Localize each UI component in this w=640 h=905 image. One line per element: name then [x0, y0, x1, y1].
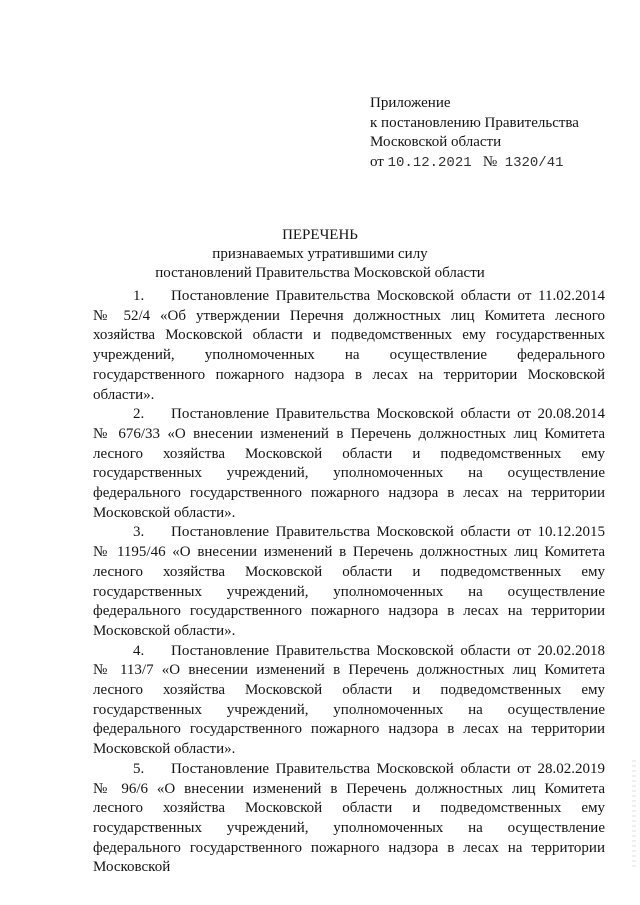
item-text: Постановление Правительства Московской области от 28.02.2019 № 96/6 «О внесении изменений в Перечень должностных лиц Комитета лесного хозяйства Московской области и подведомственных ему государственных учреждений, уполномоченных на осуществление федерального государственного пожарного надзора в лесах на территории Московской: [93, 760, 605, 876]
document-body: [93, 287, 605, 878]
item-number: 1.: [133, 288, 145, 304]
item-text: Постановление Правительства Московской области от 20.02.2018 № 113/7 «О внесении изменений в Перечень должностных лиц Комитета лесного хозяйства Московской области и подведомственных ему государственных учреждений, уполномоченных на осуществление федерального государственного пожарного надзора в лесах на территории Московской области».: [93, 642, 605, 758]
item-number: 5.: [133, 760, 145, 777]
document-date: 10.12.2021: [387, 154, 472, 171]
list-item: [93, 523, 605, 641]
item-number: 4.: [133, 642, 145, 659]
appendix-region: Московской области: [370, 134, 502, 150]
item-number: 3.: [133, 524, 145, 541]
scan-margin-mark: [632, 760, 636, 870]
list-item: [93, 287, 605, 405]
title-block: [0, 226, 640, 283]
item-text: Постановление Правительства Московской области от 10.12.2015 № 1195/46 «О внесении изменений в Перечень должностных лиц Комитета лесного хозяйства Московской области и подведомственных ему государственных учреждений, уполномоченных на осуществление федерального государственного пожарного надзора в лесах на территории Московской области».: [93, 524, 605, 639]
document-subtitle-1: признаваемых утратившими силу: [212, 246, 428, 262]
item-number: 2.: [133, 406, 145, 423]
date-prefix: от: [370, 153, 384, 170]
appendix-label: Приложение: [370, 95, 451, 111]
list-item: [93, 405, 605, 523]
number-sign: №: [482, 153, 498, 170]
document-number: 1320/41: [504, 154, 564, 171]
appendix-reference: к постановлению Правительства: [370, 114, 579, 131]
document-heading: ПЕРЕЧЕНЬ: [282, 227, 358, 243]
list-item: [93, 760, 605, 878]
appendix-block: [370, 94, 620, 173]
document-subtitle-2: постановлений Правительства Московской области: [155, 265, 485, 281]
item-text: Постановление Правительства Московской области от 20.08.2014 № 676/33 «О внесении изменений в Перечень должностных лиц Комитета лесного хозяйства Московской области и подведомственных ему государственных учреждений, уполномоченных на осуществление федерального государственного пожарного надзора в лесах на территории Московской области».: [93, 406, 605, 521]
item-text: Постановление Правительства Московской области от 11.02.2014 № 52/4 «Об утверждении Перечня должностных лиц Комитета лесного хозяйства Московской области и подведомственных ему государственных учреждений, уполномоченных на осуществление федерального государственного пожарного надзора в лесах на территории Московской области».: [93, 288, 605, 403]
list-item: [93, 642, 605, 760]
appendix-date-line: [370, 153, 620, 174]
